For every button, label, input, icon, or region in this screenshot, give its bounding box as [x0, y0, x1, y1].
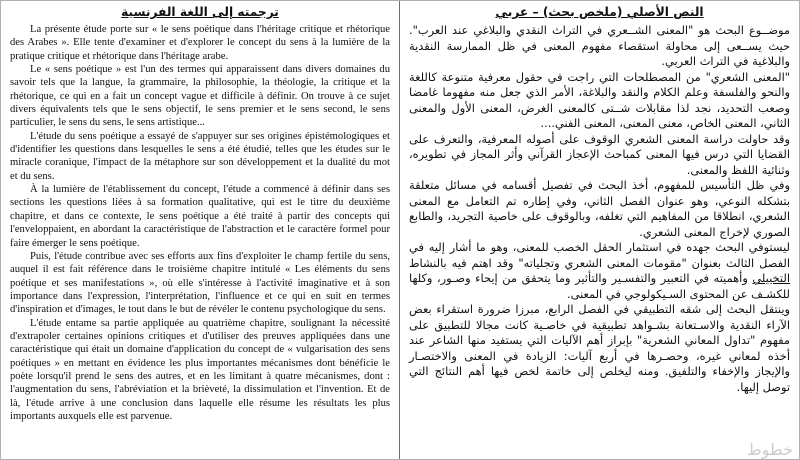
french-paragraph: L'étude du sens poétique a essayé de s'appuyer sur ses origines épistémologiques et d'identifier les questions dans lesquelles le sens a été étudié, telles que les études sur le miracle coranique, l'impact de la métaphore sur son développement et la dualité du mot et du sens.: [10, 130, 390, 182]
french-paragraph: À la lumière de l'établissement du concept, l'étude a commencé à définir dans ses sections les questions liées à sa formation qualitative, qui est le titre du deuxième chapitre, et dans ce contexte, le sens poétique a été traité à partir des concepts qui l'enveloppaient, en abordant la caractéristique de l'abstraction et le caractère formel pour faire émerger le sens poétique.: [10, 184, 390, 249]
arabic-paragraph: وقد حاولت دراسة المعنى الشعري الوقوف على أصوله المعرفية، والتعرف على القضايا التي درس فيها المعنى كمباحث الإعجاز القرآني وأثر المجاز في تطويره، وثنائية اللفظ والمعنى.: [409, 131, 790, 177]
french-paragraph: Le « sens poétique » est l'un des termes qui apparaissent dans divers domaines du savoir tels que la langue, la grammaire, la philosophie, la théologie, la critique et la rhétorique, ce qui en a fait un concept vague et difficile à définir. On trouve à ce sujet divers équivalents tels que le sens objectif, le sens premier et le sens second, le sens particulier, le sens du sens, le sens artistique...: [10, 64, 390, 129]
french-column-title: ترجمته إلى اللغة الفرنسية: [121, 5, 279, 19]
french-paragraph: La présente étude porte sur « le sens poétique dans l'héritage critique et rhétorique des Arabes ». Elle tente d'examiner et d'explorer le concept du sens à la lumière de la pratique critique et rhétorique dans l'héritage arabe.: [10, 24, 390, 62]
watermark-text: خطوط: [746, 440, 793, 459]
arabic-paragraph: [409, 240, 790, 302]
arabic-paragraph: وفي ظل التأسيس للمفهوم، أخذ البحث في تفصيل أقسامه في مسائل متعلقة بتشكله النوعي، وهو عنوان الفصل الثاني، وفي إطاره تم التعامل مع المعنى الشعري، انطلاقا من المفاهيم التي تغلفه، وبالوقوف على خاصية التجريد، والطابع الصوري لإخراج المعنى الشعري.: [409, 178, 790, 239]
arabic-column-title: النص الأصلي (ملخص بحث) – عربي: [495, 5, 704, 19]
arabic-paragraph: وينتقل البحث إلى شقه التطبيقي في الفصل الرابع، مبرزا ضرورة استقراء بعض الآراء النقدية والاسـتعانة بشـواهد تطبيقية في خاصـية كانت مجالا للتطبيق على مفهوم "تداول المعاني الشعرية" بإبراز أهم الآليات التي يستفيد منها الشاعر عند أخذه لمعاني غيره، وحصـرها في أربع آليات: الزيادة في المعنى والاختصـار والإيجاز والإخفاء والتلفيق. ومنه ليخلص إلى خاتمة لخص فيها أهم النتائج التي توصل إليها.: [409, 302, 790, 394]
arabic-original-column: [400, 1, 799, 459]
arabic-paragraph-segment: ليستوفي البحث جهده في استثمار الحقل الخصب للمعنى، وهو ما أشار إليه في الفصل الثالث بعنوان "مقومات المعنى الشعري وتجلياته" وقد اهتم فيه بالنشاط: [409, 240, 790, 270]
arabic-paragraph: "المعنى الشعري" من المصطلحات التي راجت في حقول معرفية متنوعة كاللغة والنحو والفلسفة وعلم الكلام والنقد والبلاغة، الأمر الذي جعل منه مفهوما غامضا وصعب التحديد، نجد لذا مقابلات شــتى كالمعنى الغرض، المعنى الأول والمعنى الثاني، المعنى الخاص، معنى المعنى، المعنى الفني....: [409, 69, 790, 130]
french-translation-column: [1, 1, 400, 459]
arabic-paragraph-segment: وأهميته في التعبير والتفسـير والتأثير وما يتحقق من إيحاء وصـور، وكلها للكشـف عن المحتوى السـيكولوجي في المعنى.: [409, 271, 790, 301]
underlined-term: التخييلي: [752, 271, 790, 285]
french-paragraph: L'étude entame sa partie appliquée au quatrième chapitre, soulignant la nécessité d'extrapoler certaines opinions critiques et d'utiliser des preuves appliquées dans une caractéristique qui était un domaine d'application du concept de « vulgarisation des sens poétiques » en mettant en évidence les plus importantes mécanismes dont bénéficie le poète lorsqu'il prend le sens des autres, et en les limitant à quatre mécanismes, dont : l'augmentation du sens, l'abréviation et la brièveté, la dissimulation et l'invention. Et de là, l'étude arrive à une conclusion dans laquelle elle résume les résultats les plus importants auxquels elle est parvenue.: [10, 317, 390, 422]
arabic-paragraph: موضــوع البحث هو "المعنى الشــعري في التراث النقدي والبلاغي عند العرب". حيث يســعى إلى محاولة استقصاء مفهوم المعنى في ظل الممارسة النقدية والبلاغية في التراث العربي.: [409, 23, 790, 68]
french-paragraph: Puis, l'étude contribue avec ses efforts aux fins d'exploiter le champ fertile du sens, auquel il est fait référence dans le troisième chapitre intitulé « Les éléments du sens poétique et ses manifestations », où elle s'intéresse à l'activité imaginative et à son importance dans l'expression, l'interprétation, l'influence et ce qui en suit en termes d'inspiration et d'images, le tout dans le but de révéler le contenu psychologique du sens.: [10, 250, 390, 316]
